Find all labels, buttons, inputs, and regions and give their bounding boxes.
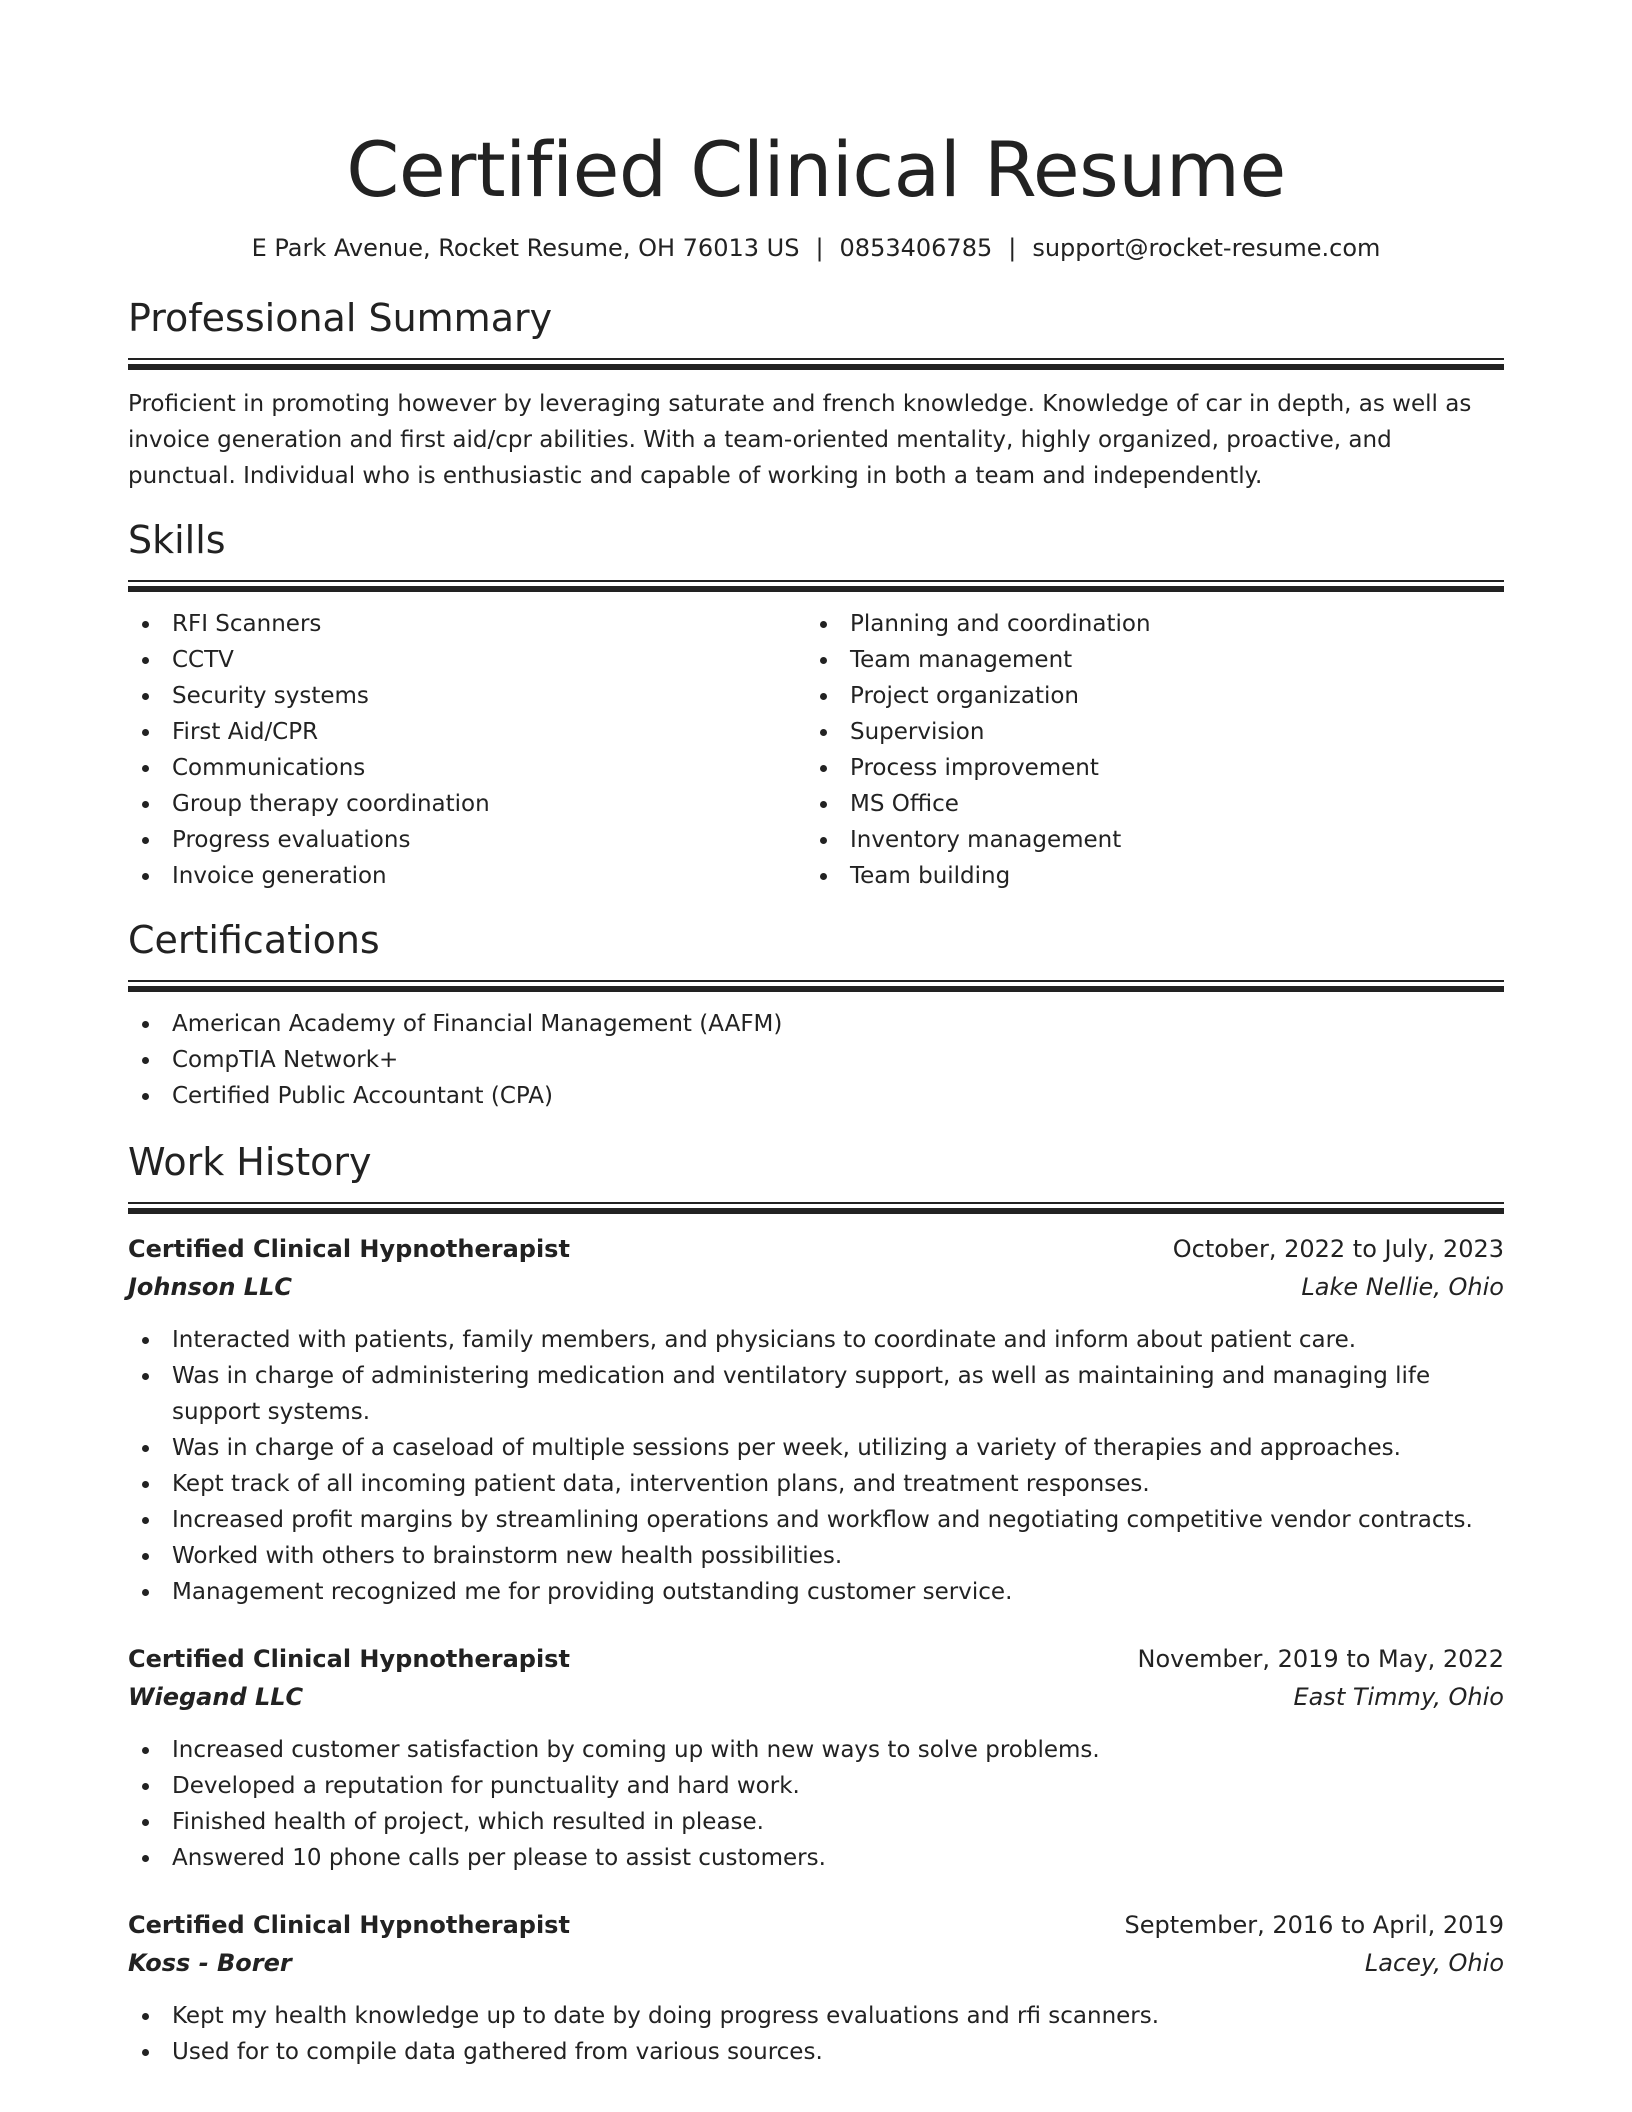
job-bullet: Finished health of project, which resulted in please. <box>128 1804 1504 1840</box>
skill-item: Communications <box>128 750 806 786</box>
job-dates: November, 2019 to May, 2022 <box>1137 1645 1504 1673</box>
skill-item: Invoice generation <box>128 858 806 894</box>
certifications-list <box>128 1006 1504 1114</box>
certification-item: American Academy of Financial Management (AAFM) <box>128 1006 1504 1042</box>
job-header <box>128 1230 1504 1268</box>
summary-section <box>128 294 1504 494</box>
contact-address: E Park Avenue, Rocket Resume, OH 76013 US <box>251 234 800 262</box>
job-bullet: Management recognized me for providing outstanding customer service. <box>128 1574 1504 1610</box>
section-divider <box>128 358 1504 370</box>
skill-item: MS Office <box>806 786 1484 822</box>
section-heading-skills: Skills <box>128 518 226 562</box>
section-divider <box>128 1202 1504 1214</box>
resume-page <box>128 0 1504 2070</box>
job-bullet: Used for to compile data gathered from various sources. <box>128 2034 1504 2070</box>
work-history-section <box>128 1138 1504 2070</box>
certifications-section <box>128 916 1504 1114</box>
section-divider <box>128 580 1504 592</box>
section-divider <box>128 980 1504 992</box>
job-bullet: Increased customer satisfaction by coming up with new ways to solve problems. <box>128 1732 1504 1768</box>
skills-column-right <box>806 606 1484 894</box>
skill-item: Supervision <box>806 714 1484 750</box>
job-location: East Timmy, Ohio <box>1293 1683 1504 1711</box>
resume-title: Certified Clinical Resume <box>346 125 1286 214</box>
skills-grid <box>128 606 1504 894</box>
skill-item: Planning and coordination <box>806 606 1484 642</box>
job-entry <box>128 1906 1504 2070</box>
job-bullet: Kept track of all incoming patient data, intervention plans, and treatment responses. <box>128 1466 1504 1502</box>
job-bullet: Developed a reputation for punctuality and hard work. <box>128 1768 1504 1804</box>
skills-column-left <box>128 606 806 894</box>
skill-item: Project organization <box>806 678 1484 714</box>
job-bullet-list <box>128 1322 1504 1610</box>
job-bullet: Answered 10 phone calls per please to assist customers. <box>128 1840 1504 1876</box>
job-company: Wiegand LLC <box>128 1683 304 1711</box>
job-subheader <box>128 1678 1504 1716</box>
job-entry <box>128 1640 1504 1876</box>
job-company: Johnson LLC <box>128 1273 293 1301</box>
skill-item: Team management <box>806 642 1484 678</box>
job-bullet: Interacted with patients, family members, and physicians to coordinate and inform about patient care. <box>128 1322 1504 1358</box>
skill-item: Security systems <box>128 678 806 714</box>
contact-separator: | <box>815 234 824 262</box>
job-location: Lake Nellie, Ohio <box>1301 1273 1504 1301</box>
contact-line <box>128 232 1504 264</box>
skill-item: Inventory management <box>806 822 1484 858</box>
job-bullet: Kept my health knowledge up to date by doing progress evaluations and rfi scanners. <box>128 1998 1504 2034</box>
job-dates: September, 2016 to April, 2019 <box>1124 1911 1504 1939</box>
job-subheader <box>128 1944 1504 1982</box>
job-bullet-list <box>128 1998 1504 2070</box>
job-bullet: Was in charge of administering medication and ventilatory support, as well as maintaining and managing life support systems. <box>128 1358 1504 1430</box>
skill-item: Team building <box>806 858 1484 894</box>
job-bullet: Worked with others to brainstorm new health possibilities. <box>128 1538 1504 1574</box>
job-header <box>128 1640 1504 1678</box>
section-heading-certifications: Certifications <box>128 918 380 962</box>
contact-phone: 0853406785 <box>839 234 993 262</box>
job-title: Certified Clinical Hypnotherapist <box>128 1235 570 1263</box>
skill-item: First Aid/CPR <box>128 714 806 750</box>
section-heading-summary: Professional Summary <box>128 296 553 340</box>
job-bullet-list <box>128 1732 1504 1876</box>
job-company: Koss - Borer <box>128 1949 292 1977</box>
skill-item: Progress evaluations <box>128 822 806 858</box>
job-entry <box>128 1230 1504 1610</box>
summary-text: Proficient in promoting however by leveraging saturate and french knowledge. Knowledge of car in depth, as well as invoice generation and first aid/cpr abilities. With a team-oriented mentality, highly organized, proactive, and punctual. Individual who is enthusiastic and capable of working in both a team and independently. <box>128 391 1472 489</box>
skills-section <box>128 516 1504 894</box>
certification-item: CompTIA Network+ <box>128 1042 1504 1078</box>
skill-item: CCTV <box>128 642 806 678</box>
skill-item: Process improvement <box>806 750 1484 786</box>
job-subheader <box>128 1268 1504 1306</box>
section-heading-work-history: Work History <box>128 1140 372 1184</box>
job-title: Certified Clinical Hypnotherapist <box>128 1911 570 1939</box>
job-header <box>128 1906 1504 1944</box>
job-location: Lacey, Ohio <box>1364 1949 1504 1977</box>
skill-item: Group therapy coordination <box>128 786 806 822</box>
job-bullet: Increased profit margins by streamlining operations and workflow and negotiating competitive vendor contracts. <box>128 1502 1504 1538</box>
certification-item: Certified Public Accountant (CPA) <box>128 1078 1504 1114</box>
skill-item: RFI Scanners <box>128 606 806 642</box>
contact-separator: | <box>1008 234 1017 262</box>
job-dates: October, 2022 to July, 2023 <box>1172 1235 1504 1263</box>
contact-email: support@rocket-resume.com <box>1032 234 1381 262</box>
job-title: Certified Clinical Hypnotherapist <box>128 1645 570 1673</box>
job-bullet: Was in charge of a caseload of multiple sessions per week, utilizing a variety of therapies and approaches. <box>128 1430 1504 1466</box>
